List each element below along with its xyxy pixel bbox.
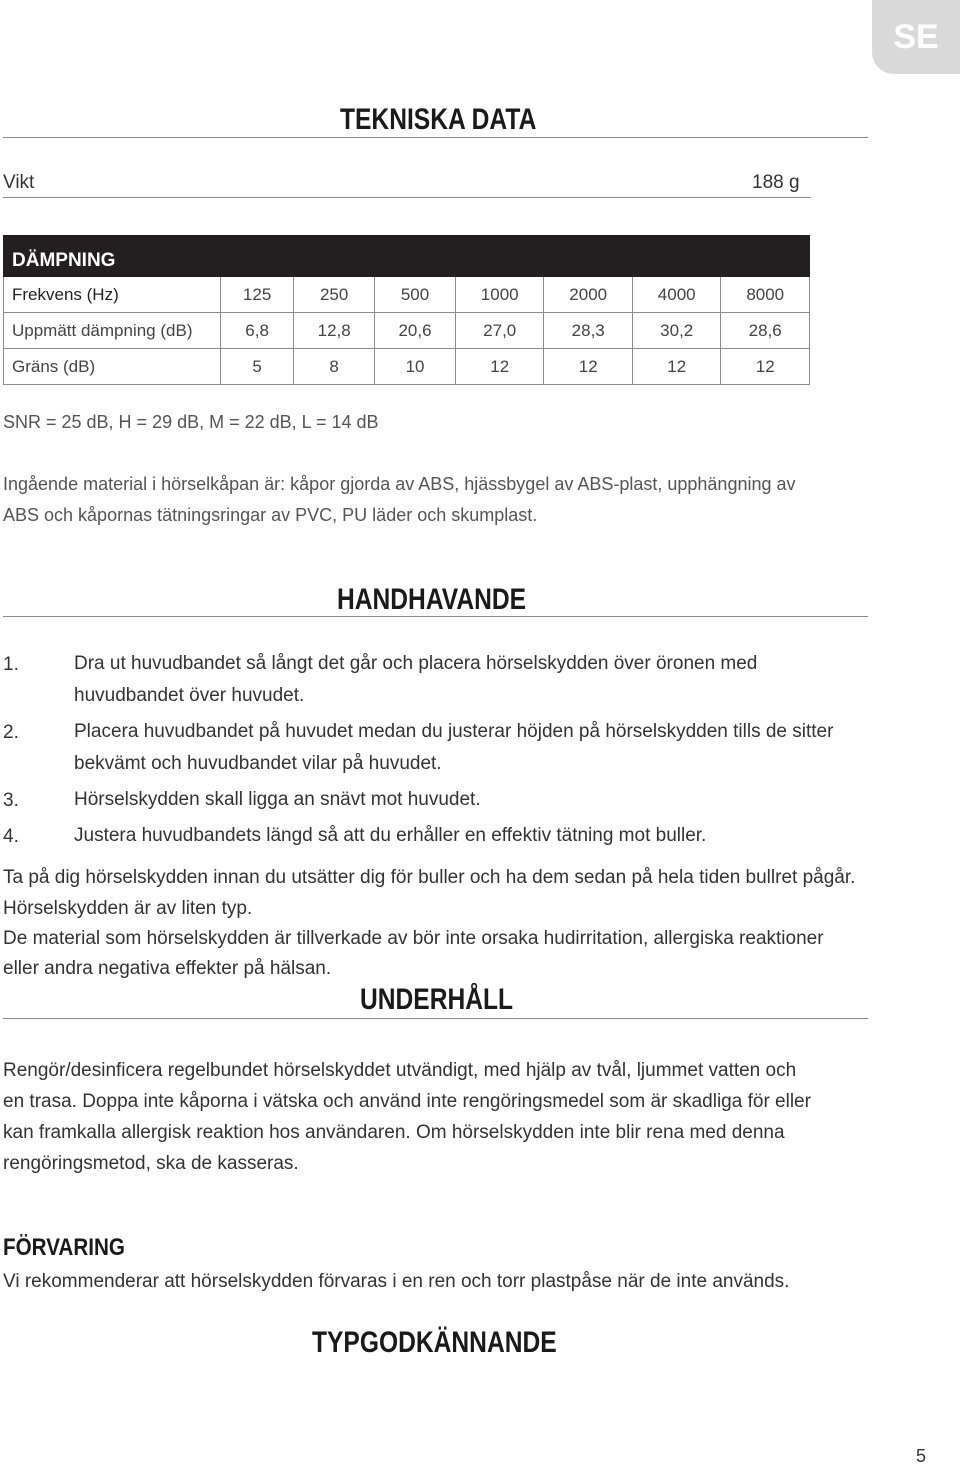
table-row — [4, 313, 810, 349]
attenuation-table — [3, 235, 810, 385]
language-tab — [872, 0, 960, 74]
table-cell: 12 — [721, 349, 810, 385]
table-cell: 4000 — [632, 277, 721, 313]
step-line: Placera huvudbandet på huvudet medan du justerar höjden på hörselskydden tills de sitter — [74, 721, 834, 742]
maintenance-line-3: kan framkalla allergisk reaktion hos användaren. Om hörselskydden inte blir rena med denna — [3, 1122, 785, 1143]
table-cell: 12 — [455, 349, 544, 385]
table-cell: 6,8 — [221, 313, 294, 349]
section-divider — [3, 137, 868, 138]
material-line-1: Ingående material i hörselkåpan är: kåpor gjorda av ABS, hjässbygel av ABS-plast, upphängning av — [3, 474, 796, 494]
step-number: 2. — [3, 722, 19, 743]
note-line-1: Ta på dig hörselskydden innan du utsätter dig för buller och ha dem sedan på hela tiden bullret pågår. — [3, 867, 856, 888]
attenuation-title: DÄMPNING — [4, 236, 810, 277]
table-cell: 8 — [294, 349, 375, 385]
table-cell: 28,6 — [721, 313, 810, 349]
storage-text: Vi rekommenderar att hörselskydden förvaras i en ren och torr plastpåse när de inte används. — [3, 1271, 790, 1292]
table-cell: 125 — [221, 277, 294, 313]
table-row — [4, 277, 810, 313]
weight-divider — [3, 197, 811, 198]
table-cell: 1000 — [455, 277, 544, 313]
table-cell: 5 — [221, 349, 294, 385]
table-cell: 250 — [294, 277, 375, 313]
note-line-3: De material som hörselskydden är tillverkade av bör inte orsaka hudirritation, allergiska reaktioner — [3, 928, 824, 949]
table-cell: 2000 — [544, 277, 633, 313]
section-title-underhall: UNDERHÅLL — [360, 983, 514, 1016]
step-line: Dra ut huvudbandet så långt det går och placera hörselskydden över öronen med — [74, 653, 758, 674]
weight-value: 188 g — [752, 172, 800, 193]
row-label: Gräns (dB) — [4, 349, 221, 385]
step-number: 1. — [3, 654, 19, 675]
language-tab-label: SE — [893, 17, 939, 56]
table-cell: 12,8 — [294, 313, 375, 349]
table-cell: 10 — [375, 349, 456, 385]
section-title-tekniska-data: TEKNISKA DATA — [340, 103, 537, 136]
section-title-handhavande: HANDHAVANDE — [337, 583, 527, 616]
table-cell: 27,0 — [455, 313, 544, 349]
row-label: Uppmätt dämpning (dB) — [4, 313, 221, 349]
table-cell: 8000 — [721, 277, 810, 313]
step-line: huvudbandet över huvudet. — [74, 685, 305, 706]
table-row — [4, 349, 810, 385]
table-cell: 20,6 — [375, 313, 456, 349]
note-line-2: Hörselskydden är av liten typ. — [3, 898, 253, 919]
maintenance-line-4: rengöringsmetod, ska de kasseras. — [3, 1153, 299, 1174]
step-number: 3. — [3, 790, 19, 811]
table-cell: 500 — [375, 277, 456, 313]
table-cell: 12 — [544, 349, 633, 385]
weight-label: Vikt — [3, 172, 35, 193]
maintenance-line-2: en trasa. Doppa inte kåporna i vätska och använd inte rengöringsmedel som är skadliga för eller — [3, 1091, 811, 1112]
table-cell: 30,2 — [632, 313, 721, 349]
row-label: Frekvens (Hz) — [4, 277, 221, 313]
material-line-2: ABS och kåpornas tätningsringar av PVC, PU läder och skumplast. — [3, 505, 538, 525]
step-line: Justera huvudbandets längd så att du erhåller en effektiv tätning mot buller. — [74, 825, 707, 846]
step-number: 4. — [3, 826, 19, 847]
section-title-typgodkannande: TYPGODKÄNNANDE — [312, 1326, 557, 1359]
section-title-forvaring: FÖRVARING — [3, 1234, 125, 1261]
page-number: 5 — [916, 1446, 927, 1466]
table-cell: 28,3 — [544, 313, 633, 349]
attenuation-table-header — [4, 236, 810, 277]
snr-text: SNR = 25 dB, H = 29 dB, M = 22 dB, L = 14 dB — [3, 412, 379, 432]
step-line: Hörselskydden skall ligga an snävt mot huvudet. — [74, 789, 481, 810]
section-divider — [3, 1018, 868, 1019]
section-divider — [3, 616, 868, 617]
step-line: bekvämt och huvudbandet vilar på huvudet. — [74, 753, 442, 774]
maintenance-line-1: Rengör/desinficera regelbundet hörselskyddet utvändigt, med hjälp av tvål, ljummet vatten och — [3, 1060, 797, 1081]
table-cell: 12 — [632, 349, 721, 385]
note-line-4: eller andra negativa effekter på hälsan. — [3, 958, 332, 979]
